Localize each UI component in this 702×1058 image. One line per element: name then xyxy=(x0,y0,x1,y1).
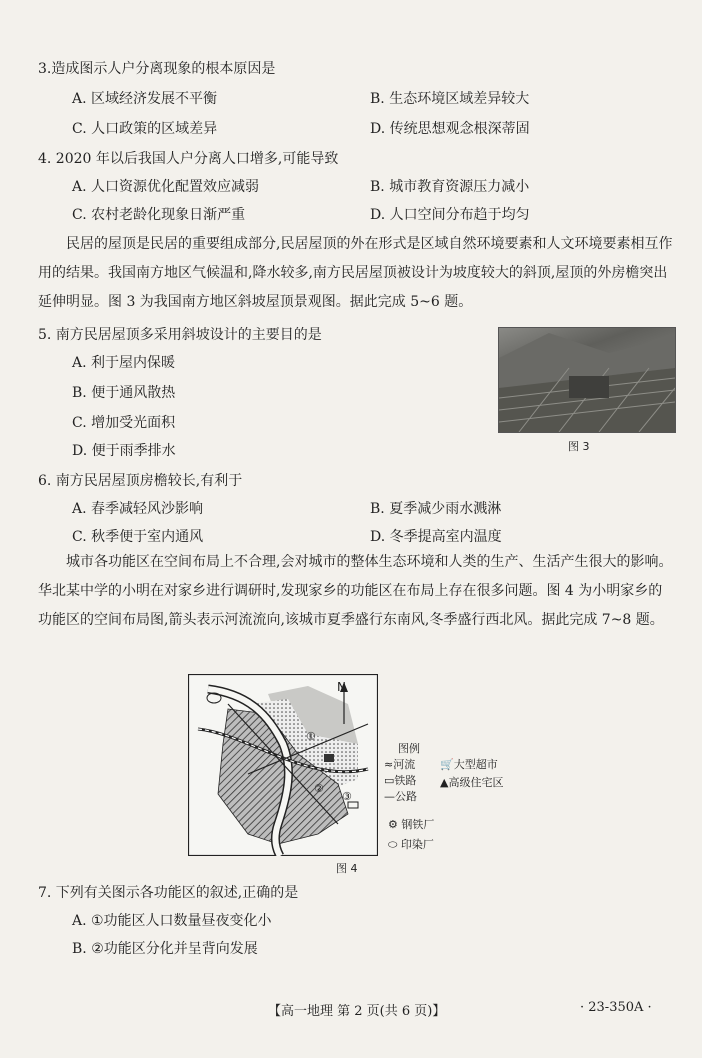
q6-option-d: D. 冬季提高室内温度 xyxy=(370,529,502,545)
q5-option-a: A. 利于屋内保暖 xyxy=(72,355,176,371)
q5-stem: 5. 南方民居屋顶多采用斜坡设计的主要目的是 xyxy=(38,327,322,343)
roof-photo xyxy=(498,327,676,433)
q4-stem: 4. 2020 年以后我国人户分离人口增多,可能导致 xyxy=(38,151,339,167)
q6-option-c: C. 秋季便于室内通风 xyxy=(72,529,204,545)
legend-mall-label: 大型超市 xyxy=(453,758,498,771)
q5-option-c: C. 增加受光面积 xyxy=(72,415,176,431)
q3-option-d: D. 传统思想观念根深蒂固 xyxy=(370,121,530,137)
cart-icon: 🛒 xyxy=(440,758,454,771)
map-zone-2: ② xyxy=(314,782,324,795)
fig4-caption: 图 4 xyxy=(336,862,358,875)
q5-option-b: B. 便于通风散热 xyxy=(72,385,176,401)
q6-option-b: B. 夏季减少雨水溅淋 xyxy=(370,501,502,517)
q3-option-b: B. 生态环境区域差异较大 xyxy=(370,91,530,107)
q3-option-c: C. 人口政策的区域差异 xyxy=(72,121,218,137)
legend-road-label: 公路 xyxy=(395,790,417,803)
legend-road xyxy=(384,788,417,804)
legend-residential xyxy=(440,774,503,790)
legend-rail-label: 铁路 xyxy=(394,774,417,787)
q6-stem: 6. 南方民居屋顶房檐较长,有利于 xyxy=(38,473,243,489)
q3-stem: 3.造成图示人户分离现象的根本原因是 xyxy=(38,61,276,77)
legend-mall xyxy=(440,756,498,772)
legend-river-label: 河流 xyxy=(393,758,416,771)
house-icon: ▲ xyxy=(440,776,449,789)
q6-option-a: A. 春季减轻风沙影响 xyxy=(72,501,204,517)
map-zone-3: ③ xyxy=(342,790,352,803)
q7-option-a: A. ①功能区人口数量昼夜变化小 xyxy=(72,913,272,929)
legend-steel-label: 钢铁厂 xyxy=(401,818,435,831)
legend-dye xyxy=(388,836,434,852)
railway-icon: ▭ xyxy=(384,774,395,787)
dye-plant-icon: ⬭ xyxy=(388,838,401,851)
legend-residential-label: 高级住宅区 xyxy=(448,776,504,789)
passage-roofs: 民居的屋顶是民居的重要组成部分,民居屋顶的外在形式是区域自然环境要素和人文环境要素相互作用的结果。我国南方地区气候温和,降水较多,南方民居屋顶被设计为坡度较大的斜顶,屋顶的外房檐突出延伸明显。图 3 为我国南方地区斜坡屋顶景观图。据此完成 5~6 题。 xyxy=(38,236,673,310)
map-north-label: N xyxy=(337,680,346,694)
fig3-caption: 图 3 xyxy=(568,440,590,453)
legend-river xyxy=(384,756,415,772)
function-zone-map xyxy=(188,674,378,856)
q4-option-b: B. 城市教育资源压力减小 xyxy=(370,179,530,195)
q4-option-d: D. 人口空间分布趋于均匀 xyxy=(370,207,530,223)
map-zone-1: ① xyxy=(306,730,316,743)
passage-city-zones: 城市各功能区在空间布局上不合理,会对城市的整体生态环境和人类的生产、生活产生很大的影响。华北某中学的小明在对家乡进行调研时,发现家乡的功能区在布局上存在很多问题。图 4 为小明家乡的功能区的空间布局图,箭头表示河流流向,该城市夏季盛行东南风,冬季盛行西北风。据此完成 7~8 题。 xyxy=(38,554,673,628)
legend-rail xyxy=(384,772,416,788)
q3-option-a: A. 区域经济发展不平衡 xyxy=(72,91,218,107)
river-icon: ≈ xyxy=(384,758,394,771)
legend-steel xyxy=(388,816,434,832)
q4-option-c: C. 农村老龄化现象日渐严重 xyxy=(72,207,246,223)
road-icon: — xyxy=(384,790,395,803)
legend-dye-label: 印染厂 xyxy=(400,838,434,851)
legend-title: 图例 xyxy=(398,742,420,755)
q4-option-a: A. 人口资源优化配置效应减弱 xyxy=(72,179,260,195)
exam-code: · 23-350A · xyxy=(580,1000,652,1015)
q7-option-b: B. ②功能区分化并呈背向发展 xyxy=(72,941,258,957)
steel-plant-icon: ⚙ xyxy=(388,818,402,831)
q7-stem: 7. 下列有关图示各功能区的叙述,正确的是 xyxy=(38,885,299,901)
q5-option-d: D. 便于雨季排水 xyxy=(72,443,176,459)
page-footer: 【高一地理 第 2 页(共 6 页)】 xyxy=(268,1004,446,1019)
